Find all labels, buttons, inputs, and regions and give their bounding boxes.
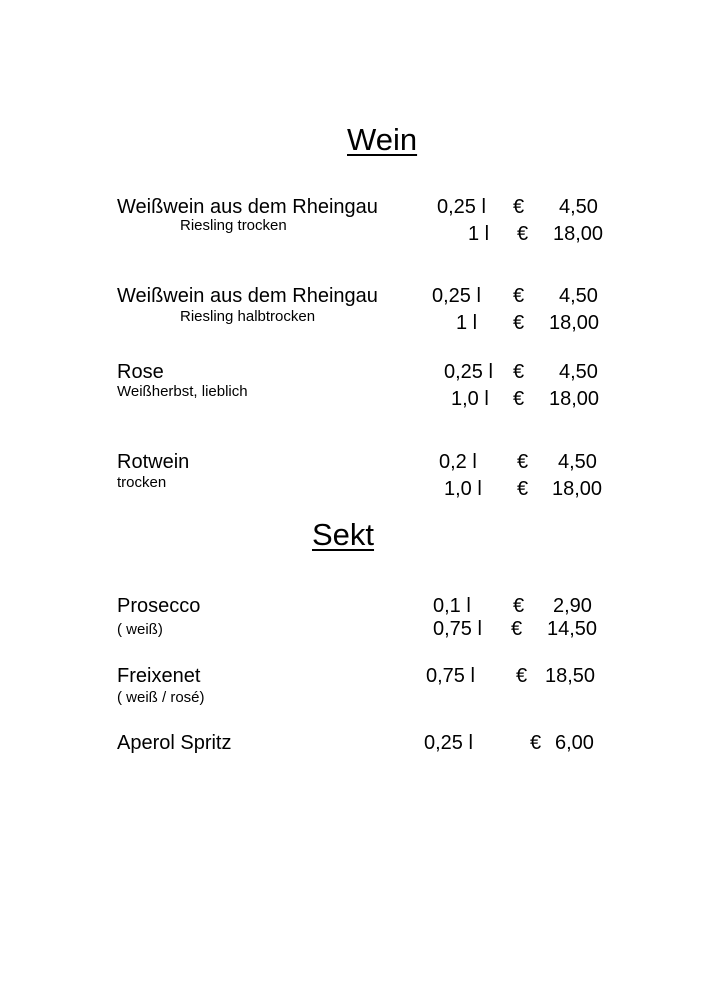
currency-symbol: € [513, 312, 525, 334]
currency-symbol: € [513, 285, 525, 307]
currency-symbol: € [517, 451, 529, 473]
volume: 0,25 l [424, 732, 473, 754]
currency-symbol: € [516, 665, 528, 687]
wine-description: trocken [117, 474, 167, 491]
price: 6,00 [555, 732, 594, 754]
volume: 0,25 l [432, 285, 481, 307]
sekt-description: ( weiß / rosé) [117, 689, 205, 706]
sekt-name: Freixenet [117, 665, 201, 687]
volume: 0,1 l [433, 595, 471, 617]
volume: 1,0 l [451, 388, 489, 410]
wine-description: Weißherbst, lieblich [117, 383, 248, 400]
wine-description: Riesling halbtrocken [180, 308, 316, 325]
volume: 1 l [456, 312, 478, 334]
volume: 1 l [468, 223, 490, 245]
price: 14,50 [547, 618, 598, 640]
sekt-name: Prosecco [117, 595, 201, 617]
currency-symbol: € [511, 618, 523, 640]
wine-name: Rotwein [117, 451, 190, 473]
currency-symbol: € [513, 388, 525, 410]
wein-heading: Wein [347, 122, 418, 157]
currency-symbol: € [513, 595, 525, 617]
price: 18,00 [553, 223, 604, 245]
price: 18,00 [549, 312, 600, 334]
sekt-name: Aperol Spritz [117, 732, 232, 754]
sekt-description: ( weiß) [117, 621, 163, 638]
price: 4,50 [558, 451, 597, 473]
wine-name: Rose [117, 361, 164, 383]
volume: 0,25 l [444, 361, 493, 383]
wine-name: Weißwein aus dem Rheingau [117, 196, 378, 218]
volume: 0,25 l [437, 196, 486, 218]
volume: 1,0 l [444, 478, 482, 500]
currency-symbol: € [517, 478, 529, 500]
currency-symbol: € [513, 361, 525, 383]
price: 4,50 [559, 196, 598, 218]
price: 18,00 [549, 388, 600, 410]
price: 4,50 [559, 285, 598, 307]
price: 4,50 [559, 361, 598, 383]
currency-symbol: € [530, 732, 542, 754]
volume: 0,75 l [433, 618, 482, 640]
currency-symbol: € [513, 196, 525, 218]
volume: 0,2 l [439, 451, 477, 473]
sekt-heading: Sekt [312, 517, 375, 552]
volume: 0,75 l [426, 665, 475, 687]
price: 18,00 [552, 478, 603, 500]
currency-symbol: € [517, 223, 529, 245]
price: 18,50 [545, 665, 596, 687]
wine-description: Riesling trocken [180, 217, 287, 234]
wine-name: Weißwein aus dem Rheingau [117, 285, 378, 307]
price: 2,90 [553, 595, 592, 617]
